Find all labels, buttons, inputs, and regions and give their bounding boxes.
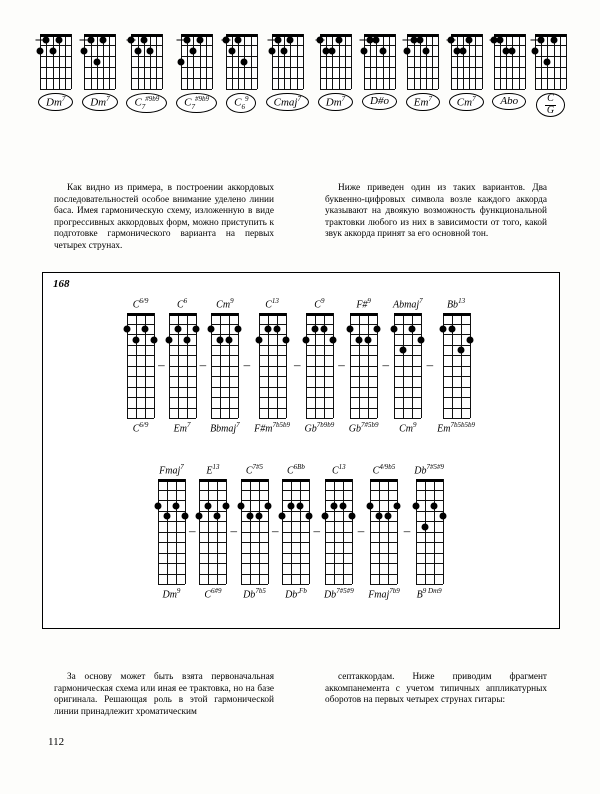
paragraph-left-top <box>54 183 274 253</box>
fretboard-diagram <box>494 34 525 89</box>
chord-diagram-cell <box>166 297 199 435</box>
fretboard-diagram <box>241 479 268 584</box>
fret-dot <box>311 326 318 333</box>
chord-diagram-cell <box>321 463 357 601</box>
paragraph-left-bottom <box>54 672 274 718</box>
chord-separator-dash: – <box>403 522 411 538</box>
chord-label-bottom: Cm$^9$ <box>399 421 417 435</box>
fretboard-diagram <box>127 313 154 418</box>
chord-label-top: Cm$^9$ <box>216 297 234 311</box>
fret-dot <box>192 326 199 333</box>
fret-dot <box>205 502 212 509</box>
chord-label-top: Fmaj$^7$ <box>159 463 184 477</box>
page-number: 112 <box>48 736 65 748</box>
fret-dot <box>134 47 141 54</box>
fret-dot <box>448 326 455 333</box>
fret-dot <box>466 36 473 43</box>
fretboard-diagram <box>443 313 470 418</box>
chord-label: Dm$^7$ <box>82 93 117 111</box>
chord-label-top: $C^{13}$ <box>331 463 346 477</box>
fret-dot <box>306 513 313 520</box>
chord-diagram-cell <box>82 34 117 111</box>
fret-dot <box>379 47 386 54</box>
fretboard-diagram <box>350 313 377 418</box>
chord-label: Dm$^7$ <box>38 93 73 111</box>
fret-dot <box>142 326 149 333</box>
fret-dot <box>264 326 271 333</box>
fretboard-diagram <box>320 34 351 89</box>
chord-label: Cmaj$^7$ <box>266 93 309 111</box>
fretboard-diagram <box>40 34 71 89</box>
chord-diagram-cell <box>251 297 293 435</box>
fret-dot <box>81 47 88 54</box>
fretboard-diagram <box>535 34 566 89</box>
fret-dot <box>335 36 342 43</box>
fret-dot <box>268 47 275 54</box>
chord-label-bottom: Bbmaj$^7$ <box>210 421 240 435</box>
fret-dot <box>531 47 538 54</box>
chord-diagram-cell <box>411 463 447 601</box>
fret-dot <box>400 347 407 354</box>
fret-dot <box>288 502 295 509</box>
paragraph-right-top-text: Ниже приведен один из таких вариантов. Два буквенно-цифровых символа возле каждого аккорда указывают на двоякую возможность функциональной трактовки любого из них в зависимости от того, какой звук аккорда принят за его основной тон. <box>325 183 547 240</box>
chord-label: $C_6^9$ <box>226 93 256 113</box>
chord-separator-dash: – <box>426 356 434 372</box>
fret-dot <box>365 336 372 343</box>
chord-label: Cm$^7$ <box>449 93 484 111</box>
chord-label-bottom: $B^{9 Dm9}$ <box>416 587 442 601</box>
open-string-marker <box>446 39 455 40</box>
chord-diagram-cell <box>266 34 309 111</box>
fret-dot <box>376 513 383 520</box>
chord-diagram-cell <box>226 34 257 113</box>
fretboard-diagram <box>364 34 395 89</box>
figure-row-2 <box>43 463 559 601</box>
fret-dot <box>509 47 516 54</box>
chord-label-top: F#$^9$ <box>356 297 371 311</box>
chord-label-bottom: Dm$^9$ <box>162 587 181 601</box>
figure-frame <box>42 272 560 629</box>
open-string-marker <box>315 39 324 40</box>
paragraph-right-top <box>325 183 547 241</box>
fretboard-diagram <box>416 479 443 584</box>
chord-label-bottom: $C^{6\#9}$ <box>204 587 222 601</box>
fret-dot <box>163 513 170 520</box>
chord-separator-dash: – <box>294 356 301 372</box>
top-chord-diagram-strip <box>38 34 566 144</box>
fret-dot <box>49 47 56 54</box>
fret-dot <box>374 326 381 333</box>
chord-diagram-cell <box>449 34 484 111</box>
fret-dot <box>181 513 188 520</box>
chord-diagram-cell <box>238 463 271 601</box>
chord-row-top <box>38 34 566 117</box>
figure-row-1 <box>43 297 559 435</box>
fret-dot <box>373 36 380 43</box>
fret-dot <box>228 47 235 54</box>
fret-dot <box>457 347 464 354</box>
open-string-marker <box>36 39 45 40</box>
fret-dot <box>466 336 473 343</box>
fret-dot <box>196 513 203 520</box>
fretboard-diagram <box>325 479 352 584</box>
fret-dot <box>146 47 153 54</box>
fret-dot <box>320 326 327 333</box>
open-string-marker <box>359 39 368 40</box>
chord-label-top: $C^{6Bb}$ <box>286 463 305 477</box>
fret-dot <box>273 326 280 333</box>
chord-label-stacked: C G <box>536 93 565 117</box>
fret-dot <box>183 336 190 343</box>
chord-separator-dash: – <box>382 356 389 372</box>
fret-dot <box>255 513 262 520</box>
fret-dot <box>208 326 215 333</box>
chord-label: Abo <box>492 93 526 110</box>
fretboard-diagram <box>451 34 482 89</box>
chord-label-top: $C^{7\#5}$ <box>245 463 264 477</box>
fretboard-diagram <box>181 34 212 89</box>
chord-label-top: $C^9$ <box>314 297 325 311</box>
chord-diagram-cell <box>365 463 403 601</box>
fret-dot <box>140 36 147 43</box>
fret-dot <box>196 36 203 43</box>
chord-separator-dash: – <box>243 356 251 372</box>
chord-diagram-cell <box>196 463 229 601</box>
fret-dot <box>264 502 271 509</box>
fretboard-diagram <box>394 313 421 418</box>
chord-label: $C_7^{\#9b9}$ <box>176 93 217 113</box>
fretboard-diagram <box>169 313 196 418</box>
fretboard-diagram <box>272 34 303 89</box>
fret-dot <box>421 523 428 530</box>
chord-label: $C_7^{\#9b9}$ <box>126 93 167 113</box>
chord-separator-dash: – <box>158 356 165 372</box>
chord-diagram-cell <box>390 297 426 435</box>
fret-dot <box>287 36 294 43</box>
fret-dot <box>367 502 374 509</box>
paragraph-right-bottom <box>325 672 547 707</box>
chord-separator-dash: – <box>230 522 237 538</box>
chord-diagram-cell <box>155 463 188 601</box>
fret-dot <box>439 326 446 333</box>
chord-diagram-cell <box>492 34 526 110</box>
chord-diagram-cell <box>362 34 397 110</box>
paragraph-left-top-text: Как видно из примера, в построении аккордовых последовательностей особое внимание уделено линии баса. Имея гармоническую схему, изложенную в виде прогрессивных аккордовых форм, можно приступить к подготовке гармонического варианта на первых четырех струнах. <box>54 183 274 251</box>
fret-dot <box>347 326 354 333</box>
chord-label-bottom: $Db^{7b5}$ <box>243 587 266 601</box>
fret-dot <box>356 336 363 343</box>
chord-separator-dash: – <box>271 522 279 538</box>
fret-dot <box>237 502 244 509</box>
fret-dot <box>416 36 423 43</box>
paragraph-right-bottom-text: септаккордам. Ниже приводим фрагмент аккомпанемента с учетом типичных аппликатурных оборотов на первых четырех струнах гитары: <box>325 672 547 706</box>
chord-label-top: $Db^{7\#5\#9}$ <box>414 463 445 477</box>
chord-separator-dash: – <box>199 356 207 372</box>
fretboard-diagram <box>259 313 286 418</box>
chord-label-bottom: Em$^7$ <box>173 421 191 435</box>
fret-dot <box>151 336 158 343</box>
fret-dot <box>331 502 338 509</box>
fret-dot <box>226 336 233 343</box>
fret-dot <box>154 502 161 509</box>
chord-label-top: $C^{13}$ <box>265 297 279 311</box>
chord-label-bottom: $Em^{7b5b5b9}$ <box>437 421 475 435</box>
fret-dot <box>404 47 411 54</box>
fret-dot <box>246 513 253 520</box>
fret-dot <box>235 36 242 43</box>
fret-dot <box>235 326 242 333</box>
fret-dot <box>174 326 181 333</box>
chord-label-top: $C^6$ <box>176 297 188 311</box>
fret-dot <box>329 47 336 54</box>
fretboard-diagram <box>84 34 115 89</box>
fret-dot <box>165 336 172 343</box>
paragraph-left-bottom-text: За основу может быть взята первоначальная гармоническая схема или иная ее трактовка, но на базе оригинала. Решающая роль в этой гармонической линии принадлежит хроматическим <box>54 672 274 717</box>
chord-diagram-cell <box>279 463 312 601</box>
chord-diagram-cell <box>318 34 353 111</box>
fret-dot <box>37 47 44 54</box>
fret-dot <box>281 47 288 54</box>
fret-dot <box>394 502 401 509</box>
chord-label-top: Bb$^{13}$ <box>446 297 466 311</box>
open-string-marker <box>127 39 136 40</box>
fret-dot <box>329 336 336 343</box>
chord-label: Em$^7$ <box>406 93 440 111</box>
chord-label-top: $C^{6/9}$ <box>132 297 149 311</box>
chord-label-bottom: $C^{6/9}$ <box>132 421 149 435</box>
fret-dot <box>255 336 262 343</box>
fret-dot <box>282 336 289 343</box>
open-string-marker <box>177 39 186 40</box>
fret-dot <box>550 36 557 43</box>
fret-dot <box>418 336 425 343</box>
fretboard-diagram <box>158 479 185 584</box>
chord-separator-dash: – <box>188 522 196 538</box>
fret-dot <box>439 513 446 520</box>
fret-dot <box>340 502 347 509</box>
open-string-marker <box>80 39 89 40</box>
fretboard-diagram <box>282 479 309 584</box>
chord-label: D#o <box>362 93 397 110</box>
fret-dot <box>385 513 392 520</box>
fret-dot <box>409 326 416 333</box>
fret-dot <box>302 336 309 343</box>
chord-label-top: $C^{4/9b5}$ <box>372 463 396 477</box>
fretboard-diagram <box>211 313 238 418</box>
fret-dot <box>55 36 62 43</box>
open-string-marker <box>403 39 412 40</box>
fret-dot <box>360 47 367 54</box>
chord-label-bottom: Fmaj$^{7b9}$ <box>368 587 400 601</box>
chord-separator-dash: – <box>357 522 365 538</box>
chord-label-top: Abmaj$^7$ <box>392 297 423 311</box>
fret-dot <box>172 502 179 509</box>
chord-separator-dash: – <box>313 522 320 538</box>
fret-dot <box>241 58 248 65</box>
fretboard-diagram <box>131 34 162 89</box>
fretboard-diagram <box>306 313 333 418</box>
fret-dot <box>190 47 197 54</box>
fretboard-diagram <box>199 479 226 584</box>
chord-diagram-cell <box>535 34 566 117</box>
figure-number: 168 <box>53 278 70 290</box>
fret-dot <box>422 47 429 54</box>
chord-diagram-cell <box>207 297 243 435</box>
open-string-marker <box>221 39 230 40</box>
chord-label-top: $E^{13}$ <box>206 463 220 477</box>
chord-label-bottom: $Gb^{7b9b9}$ <box>304 421 335 435</box>
chord-label-bottom: $Gb^{7\#5b9}$ <box>348 421 379 435</box>
chord-diagram-cell <box>406 34 440 111</box>
fret-dot <box>297 502 304 509</box>
chord-label-bottom: $F\#m^{7b5b9}$ <box>254 421 291 435</box>
chord-diagram-cell <box>38 34 73 111</box>
fret-dot <box>322 513 329 520</box>
fretboard-diagram <box>226 34 257 89</box>
fret-dot <box>391 326 398 333</box>
fret-dot <box>217 336 224 343</box>
open-string-marker <box>530 39 539 40</box>
fret-dot <box>223 502 230 509</box>
chord-diagram-cell <box>124 297 157 435</box>
chord-separator-dash: – <box>338 356 345 372</box>
fretboard-diagram <box>407 34 438 89</box>
fret-dot <box>323 47 330 54</box>
chord-label: Dm$^7$ <box>318 93 353 111</box>
fret-dot <box>124 326 131 333</box>
open-string-marker <box>489 39 498 40</box>
fret-dot <box>214 513 221 520</box>
chord-diagram-cell <box>176 34 217 113</box>
fret-dot <box>133 336 140 343</box>
fret-dot <box>412 502 419 509</box>
chord-diagram-cell <box>346 297 382 435</box>
chord-diagram-cell <box>302 297 338 435</box>
fret-dot <box>178 58 185 65</box>
fret-dot <box>544 58 551 65</box>
fretboard-diagram <box>370 479 397 584</box>
chord-label-bottom: $Db^{,Fb}$ <box>285 587 307 601</box>
fret-dot <box>430 502 437 509</box>
fret-dot <box>349 513 356 520</box>
fret-dot <box>279 513 286 520</box>
fret-dot <box>100 36 107 43</box>
chord-diagram-cell <box>126 34 167 113</box>
open-string-marker <box>267 39 276 40</box>
chord-label-bottom: $Db^{7\#5\#9}$ <box>323 587 354 601</box>
fret-dot <box>93 58 100 65</box>
fret-dot <box>460 47 467 54</box>
chord-diagram-cell <box>434 297 478 435</box>
